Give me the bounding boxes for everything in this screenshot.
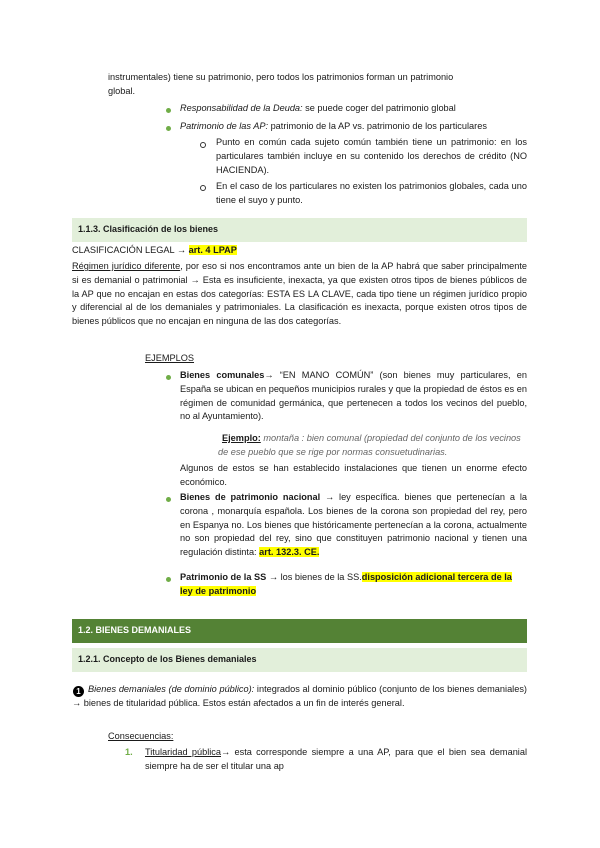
ejemplo-label: Ejemplo: [222,433,261,443]
comunales-extra: Algunos de estos se han establecido instalaciones que tienen un enorme efecto económico. [180,463,527,487]
consecuencia-1 [145,746,527,774]
bullet-icon [166,126,171,131]
demaniales-label: Bienes demaniales (de dominio público): [88,684,255,694]
section-heading-12 [72,619,527,643]
section-title: 1.1.3. Clasificación de los bienes [78,224,219,234]
consecuencia-text: → esta corresponde siempre a una AP, para que el bien sea demanial siempre ha de ser el titular una ap [145,747,527,771]
regimen-label: Régimen jurídico diferente [72,261,181,271]
consecuencia-label: Titularidad pública [145,747,221,757]
circle-bullet-icon [200,185,206,191]
number-one-icon: 1 [73,686,84,697]
section-heading-121 [72,648,527,672]
section-title: 1.2.1. Concepto de los Bienes demaniales [78,654,257,664]
highlight-ce: art. 132.3. CE. [259,547,320,558]
ss-text: → los bienes de la SS. [266,572,362,582]
ejemplos-label: EJEMPLOS [145,353,195,363]
regimen-text: , por eso si nos encontramos ante un bien de la AP habrá que saber principalmente si es demanial o patrimonial → Esta es insuficiente, inexacta, ya que existen otros tipos de bienes públicos de la AP que no encajan en estas dos categorías: ESTA ES LA CLAVE, cada tipo tiene un régimen jurídico propio y diferencial al de los demaniales y patrimoniales. La clasificación es inexacta, porque existen otros tipos de bienes públicos que no encajan en ninguna de las dos categorías. [72,261,527,327]
bullet-icon [166,108,171,113]
ejemplo-comunal [218,432,527,460]
bullet-label: Patrimonio de las AP: [180,121,269,131]
ss-label: Patrimonio de la SS [180,572,267,582]
clasif-prefix: CLASIFICACIÓN LEGAL → [72,245,189,255]
nacional-label: Bienes de patrimonio nacional [180,492,321,502]
demaniales-paragraph [72,683,527,711]
sub-bullet-1: Punto en común cada sujeto común también tiene un patrimonio: en los particulares también incluye en su contenido los derechos de crédito (NO HACIENDA). [216,137,527,175]
comunales-text: → “EN MANO COMÚN” (son bienes muy particulares, en España se ubican en pequeños municipios rurales y que la propiedad de éstos es en régimen de comunidad germánica, que pertenecen a todos los vecinos del pueblo, no al Ayuntamiento). [180,370,527,422]
consecuencias-label: Consecuencias: [108,731,174,741]
section-heading-113 [72,218,527,242]
bullet-patrimonio-ap [180,120,530,134]
bullet-text: se puede coger del patrimonio global [302,103,456,113]
highlight-disposicion: disposición adicional tercera de la ley de patrimonio [180,572,512,596]
intro-paragraph [108,71,527,99]
sub-bullet-2: En el caso de los particulares no existen los patrimonios globales, cada uno tiene el suyo y punto. [216,181,527,205]
bullet-icon [166,497,171,502]
bullet-icon [166,577,171,582]
section-title: 1.2. BIENES DEMANIALES [78,625,192,635]
clasificacion-legal [72,244,527,258]
bullet-label: Responsabilidad de la Deuda: [180,103,303,113]
ejemplo-text: montaña : bien comunal (propiedad del conjunto de los vecinos de ese pueblo que se rige por normas consuetudinarias. [218,433,521,457]
bullet-comunales [180,369,527,424]
intro-line-1: instrumentales) tiene su patrimonio, pero todos los patrimonios forman un patrimonio [108,72,454,82]
highlight-lpap: art. 4 LPAP [188,245,237,255]
bullet-patrimonio-ss [180,571,527,599]
demaniales-text: integrados al dominio público (conjunto de los bienes demaniales) → bienes de titularidad pública. Estos están afectados a un fin de interés general. [72,684,527,708]
bullet-patrimonio-nacional [180,491,527,560]
circle-bullet-icon [200,142,206,148]
comunales-label: Bienes comunales [180,370,265,380]
intro-line-2: global. [108,85,136,96]
bullet-icon [166,375,171,380]
bullet-responsabilidad [180,102,530,116]
list-number: 1. [125,747,133,757]
bullet-text: patrimonio de la AP vs. patrimonio de los particulares [268,121,487,131]
regimen-paragraph [72,260,527,329]
nacional-text: → ley específica. bienes que pertenecían a la corona , monarquía española. Los bienes de la corona son propiedad del rey, pero en Espanya no. Los bienes que históricamente pertenecían a la corona, actualmente no son propiedad del rey, sino que constituyen patrimonio nacional y tienen una regulación distinta: [180,492,527,558]
